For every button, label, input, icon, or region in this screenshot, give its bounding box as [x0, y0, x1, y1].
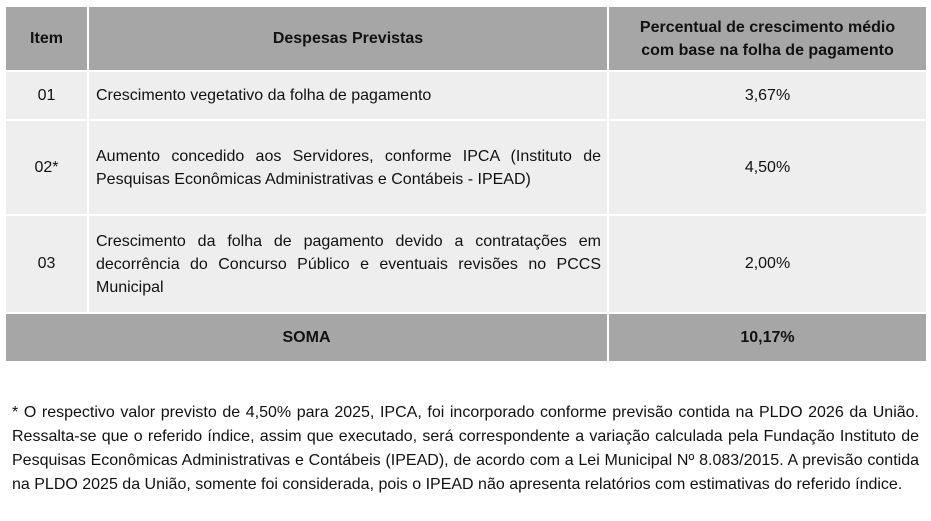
header-item: Item: [6, 7, 88, 71]
table-row: [6, 120, 926, 215]
header-percentage: [608, 7, 926, 71]
row-item: 03: [6, 215, 88, 313]
table-row: [6, 215, 926, 313]
footnote: * O respectivo valor previsto de 4,50% para 2025, IPCA, foi incorporado conforme previsão contida na PLDO 2026 da União. Ressalta-se que o referido índice, assim que executado, será correspondente a variação calculada pela Fundação Instituto de Pesquisas Econômicas Administrativas e Contábeis (IPEAD), de acordo com a Lei Municipal Nº 8.083/2015. A previsão contida na PLDO 2025 da União, somente foi considerada, pois o IPEAD não apresenta relatórios com estimativas do referido índice.: [12, 404, 919, 493]
expenses-table: [6, 7, 926, 363]
row-item: 01: [6, 71, 88, 120]
header-percentage-line2: com base na folha de pagamento: [641, 41, 894, 59]
row-description: Crescimento da folha de pagamento devido a contratações em decorrência do Concurso Público e eventuais revisões no PCCS Municipal: [88, 215, 608, 313]
table-row: [6, 71, 926, 120]
row-description: Aumento concedido aos Servidores, conforme IPCA (Instituto de Pesquisas Econômicas Administrativas e Contábeis - IPEAD): [88, 120, 608, 215]
total-row: [6, 313, 926, 362]
row-percentage: 4,50%: [608, 120, 926, 215]
header-percentage-line1: Percentual de crescimento médio: [639, 18, 896, 36]
row-description: Crescimento vegetativo da folha de pagamento: [88, 71, 608, 120]
row-percentage: 2,00%: [608, 215, 926, 313]
row-item: 02*: [6, 120, 88, 215]
header-description: Despesas Previstas: [88, 7, 608, 71]
row-percentage: 3,67%: [608, 71, 926, 120]
total-value: 10,17%: [608, 313, 926, 362]
table-header-row: [6, 7, 926, 71]
total-label: SOMA: [6, 313, 608, 362]
